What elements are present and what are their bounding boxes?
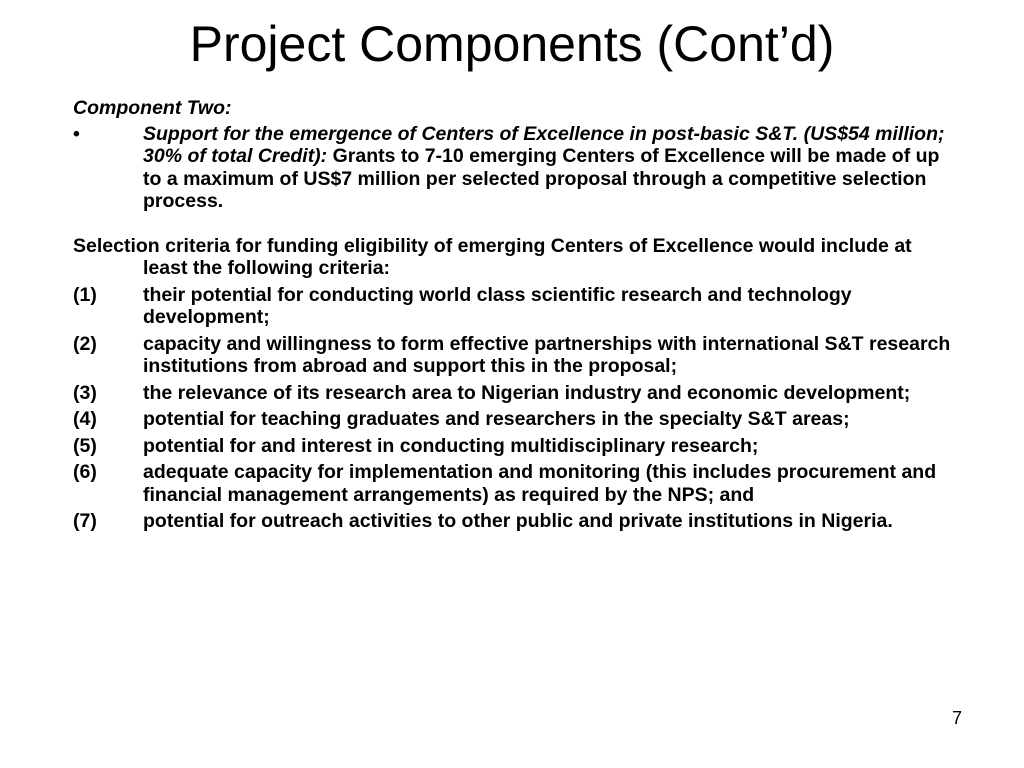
criteria-intro: Selection criteria for funding eligibility of emerging Centers of Excellence would include at least the following criteria:	[73, 234, 912, 279]
criteria-number: (6)	[73, 461, 97, 483]
criteria-text: capacity and willingness to form effective partnerships with international S&T research institutions from abroad and support this in the proposal;	[143, 332, 951, 377]
criteria-item	[73, 382, 953, 405]
criteria-item	[73, 408, 953, 431]
bullet-marker: •	[73, 122, 80, 145]
slide-number: 7	[951, 708, 962, 728]
criteria-item	[73, 510, 953, 533]
criteria-text: potential for and interest in conducting multidisciplinary research;	[143, 434, 759, 457]
criteria-item	[73, 435, 953, 458]
component-heading: Component Two:	[73, 97, 232, 119]
bullet-text	[143, 123, 953, 213]
slide-body	[73, 97, 953, 533]
criteria-item	[73, 333, 953, 378]
criteria-item	[73, 284, 953, 329]
bullet-italic-text: Support for the emergence of Centers of Excellence in post-basic S&T. (US$54 million; 30% of total Credit):	[143, 122, 945, 167]
criteria-number: (5)	[73, 434, 97, 457]
criteria-item	[73, 461, 953, 506]
criteria-text: their potential for conducting world class scientific research and technology development;	[143, 283, 852, 328]
criteria-text: potential for outreach activities to other public and private institutions in Nigeria.	[143, 510, 893, 532]
criteria-text: potential for teaching graduates and researchers in the specialty S&T areas;	[143, 408, 850, 430]
bullet-item	[73, 123, 953, 213]
bullet-body-text: Grants to 7-10 emerging Centers of Excellence will be made of up to a maximum of US$7 million per selected proposal through a competitive selection process.	[143, 145, 940, 212]
criteria-number: (4)	[73, 408, 97, 430]
criteria-text: adequate capacity for implementation and monitoring (this includes procurement and financial management arrangements) as required by the NPS; and	[143, 461, 937, 506]
criteria-number: (1)	[73, 283, 97, 306]
criteria-number: (7)	[73, 510, 97, 532]
criteria-list	[73, 284, 953, 533]
criteria-text: the relevance of its research area to Nigerian industry and economic development;	[143, 381, 911, 404]
slide-title: Project Components (Cont’d)	[189, 16, 835, 72]
criteria-number: (2)	[73, 332, 97, 355]
criteria-number: (3)	[73, 381, 97, 404]
